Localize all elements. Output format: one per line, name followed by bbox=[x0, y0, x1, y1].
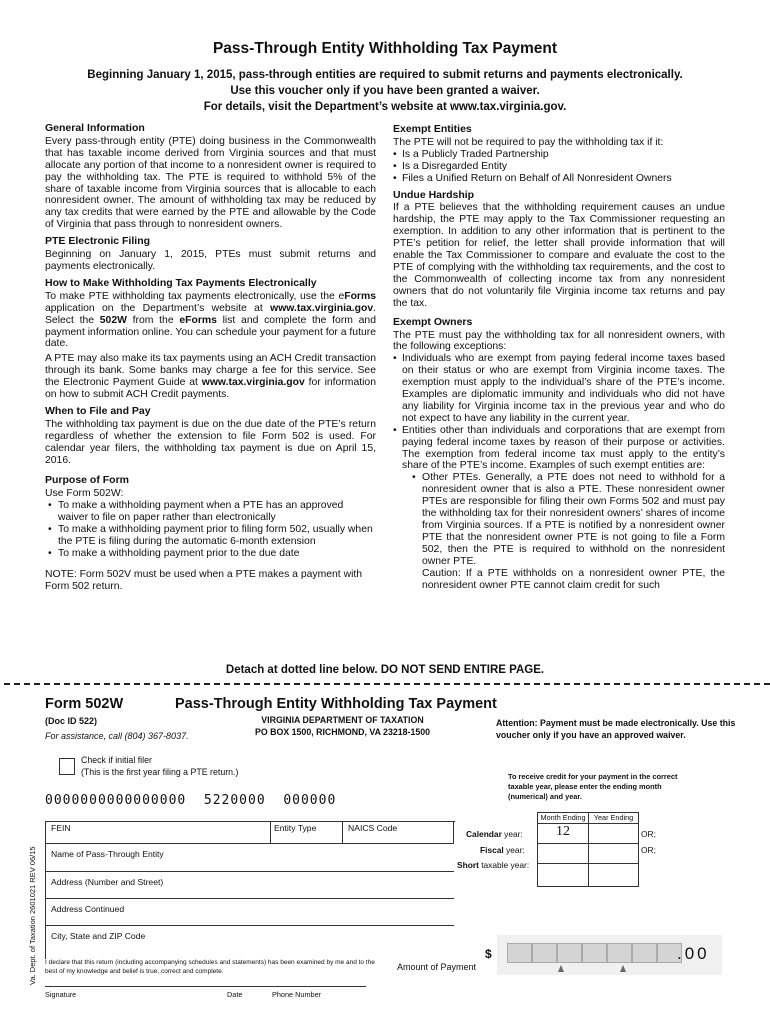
howto-text-part: . Select the bbox=[45, 302, 376, 326]
signature-label: Signature bbox=[45, 990, 77, 999]
doc-id: (Doc ID 522) bbox=[45, 716, 98, 726]
caution-text: Caution: If a PTE withholds on a nonresident owner PTE, the nonresident owner PTE cannot claim credit for such bbox=[422, 567, 725, 591]
intro-line-1: Beginning January 1, 2015, pass-through entities are required to submit returns and payments electronically. bbox=[87, 69, 683, 81]
digit-box bbox=[532, 943, 557, 963]
exempt-entities-heading: Exempt Entities bbox=[393, 123, 472, 135]
or-label: OR; bbox=[641, 845, 656, 855]
entity-name-field[interactable] bbox=[51, 849, 164, 859]
thousands-marker-icon bbox=[620, 965, 626, 972]
list-item: • To make a withholding payment prior to filing form 502, usually when the PTE is filing during the automatic 6-month extension bbox=[45, 524, 376, 548]
exempt-owners-heading: Exempt Owners bbox=[393, 315, 473, 328]
cents-value: .00 bbox=[677, 944, 710, 963]
howto-text-part: application on the Department’s website at bbox=[45, 302, 271, 314]
calendar-month-value[interactable]: 12 bbox=[556, 824, 570, 839]
mailing-address: PO BOX 1500, RICHMOND, VA 23218-1500 bbox=[254, 727, 431, 737]
howto-text-part: To make PTE withholding tax payments electronically, use the e bbox=[45, 290, 345, 302]
purpose-heading: Purpose of Form bbox=[45, 474, 130, 487]
website-link[interactable]: www.tax.virginia.gov bbox=[270, 302, 374, 314]
month-ending-header: Month Ending bbox=[540, 813, 586, 822]
calendar-year-label bbox=[466, 829, 523, 839]
grid-divider bbox=[45, 871, 454, 872]
initial-filer-label bbox=[81, 754, 238, 778]
efiling-text: Beginning on January 1, 2015, PTEs must submit returns and payments electronically. bbox=[45, 249, 376, 272]
digit-box bbox=[582, 943, 607, 963]
fiscal-year-label bbox=[480, 845, 525, 855]
fiscal-label-rest: year: bbox=[503, 845, 525, 855]
amount-of-payment-label: Amount of Payment bbox=[397, 962, 477, 972]
general-info-text: Every pass-through entity (PTE) doing business in the Commonwealth that has taxable income derived from Virginia sources and that must allocate any portion of that income to a nonresident owner is required to pay the withholding tax. The PTE is required to withhold 5% of the share of taxable income from Virginia sources that is allocable to each nonresident owner. The amount of withholding tax may be reduced by any tax credits that were earned by the PTE and allowable by the Code of Virginia that pass through to nonresident owners. bbox=[45, 135, 376, 231]
grid-divider bbox=[342, 821, 343, 843]
exempt-owners-intro: The PTE must pay the withholding tax for all nonresident owners, with the following exceptions: bbox=[393, 329, 725, 353]
fiscal-year-input[interactable] bbox=[589, 844, 638, 863]
digit-box bbox=[557, 943, 582, 963]
efiling-heading: PTE Electronic Filing bbox=[45, 235, 151, 248]
short-year-input[interactable] bbox=[589, 864, 638, 885]
digit-box bbox=[607, 943, 632, 963]
department-address bbox=[235, 714, 450, 738]
form-number: Form 502W bbox=[45, 696, 124, 712]
fiscal-month-input[interactable] bbox=[537, 844, 588, 863]
eforms-bold: Forms bbox=[344, 290, 376, 302]
city-state-zip-label: City, State and ZIP Code bbox=[51, 931, 146, 941]
taxable-year-table bbox=[537, 812, 638, 886]
street-address-field[interactable] bbox=[51, 877, 163, 887]
fein-label: FEIN bbox=[51, 823, 71, 833]
entity-type-label: Entity Type bbox=[274, 823, 317, 833]
short-month-input[interactable] bbox=[537, 864, 588, 885]
entity-type-field[interactable] bbox=[274, 823, 316, 833]
grid-divider bbox=[270, 821, 271, 843]
short-year-label bbox=[457, 860, 529, 870]
dotted-cut-line bbox=[4, 683, 770, 685]
naics-label: NAICS Code bbox=[348, 823, 398, 833]
attention-notice: Attention: Payment must be made electronically. Use this voucher only if you have an approved waiver. bbox=[496, 718, 736, 740]
entity-name-label: Name of Pass-Through Entity bbox=[51, 849, 164, 859]
list-item: • To make a withholding payment when a PTE has an approved waiver to file on paper rather than electronically bbox=[45, 500, 376, 524]
list-item: • To make a withholding payment prior to the due date bbox=[45, 548, 376, 560]
instructions-left-column bbox=[45, 123, 376, 593]
exempt-entities-intro: The PTE will not be required to pay the withholding tax if it: bbox=[393, 136, 664, 148]
calendar-label-rest: year: bbox=[501, 829, 523, 839]
howto-text-part: from the bbox=[126, 314, 180, 326]
address-continued-label: Address Continued bbox=[51, 904, 125, 914]
note-text: NOTE: Form 502V must be used when a PTE makes a payment with Form 502 return. bbox=[45, 568, 363, 592]
detach-instruction: Detach at dotted line below. DO NOT SEND ENTIRE PAGE. bbox=[225, 664, 545, 676]
street-address-label: Address (Number and Street) bbox=[51, 877, 164, 887]
grid-divider bbox=[45, 898, 454, 899]
initial-filer-line-1: Check if initial filer bbox=[81, 755, 152, 765]
amount-of-payment-field[interactable] bbox=[497, 935, 722, 975]
intro-notice bbox=[0, 67, 770, 115]
grid-divider bbox=[45, 843, 454, 844]
assistance-phone: For assistance, call (804) 367-8037. bbox=[45, 731, 189, 741]
short-label-bold: Short bbox=[457, 860, 479, 870]
phone-number-label: Phone Number bbox=[272, 990, 322, 999]
digit-box bbox=[507, 943, 532, 963]
initial-filer-line-2: (This is the first year filing a PTE return.) bbox=[81, 767, 239, 777]
entity-info-grid bbox=[45, 821, 454, 958]
or-label: OR; bbox=[641, 829, 656, 839]
address-continued-field[interactable] bbox=[51, 904, 124, 914]
undue-hardship-text: If a PTE believes that the withholding requirement causes an undue hardship, the PTE may apply to the Tax Commissioner requesting an exemption. In addition to any other information that is pertinent to the PTE’s petition for relief, the letter shall provide information that will enable the Tax Commissioner to compare and evaluate the cost to the PTE of complying with the withholding tax requirements, and the cost to the Commonwealth of collecting income tax from any nonresident owners that do not voluntarily file Virginia income tax returns and pay the tax. bbox=[393, 202, 725, 309]
page-title: Pass-Through Entity Withholding Tax Payment bbox=[212, 40, 558, 57]
other-ptes-text: Other PTEs. Generally, a PTE does not need to withhold for a nonresident owner that is also a PTE. These nonresident owner PTEs are responsible for filing their own Forms 502 and must pay the withholding tax for their nonresident owners’ shares of income from Virginia sources. If a PTE is notified by a nonresident owner PTE that the nonresident owner PTE is not going to file a Form 502, then the PTE is required to withhold on the nonresident owner PTE. bbox=[422, 472, 725, 567]
dollar-sign: $ bbox=[485, 947, 492, 961]
credit-instructions: To receive credit for your payment in the correct taxable year, please enter the ending month (numerical) and year. bbox=[508, 772, 678, 801]
when-heading: When to File and Pay bbox=[45, 404, 151, 417]
ach-text-part: for information on how to submit ACH Credit payments. bbox=[45, 377, 376, 401]
purpose-list bbox=[45, 500, 376, 560]
list-item: • Files a Unified Return on Behalf of All Nonresident Owners bbox=[393, 173, 725, 185]
general-info-heading: General Information bbox=[45, 122, 145, 134]
date-label: Date bbox=[227, 990, 243, 999]
grid-divider bbox=[453, 821, 454, 843]
ach-text-part: A PTE may also make its tax payments using an ACH Credit transaction through its bank. Some banks may charge a fee for this service. See the Electronic Payment Guide at bbox=[45, 353, 376, 389]
voucher-title: Pass-Through Entity Withholding Tax Payment bbox=[175, 696, 497, 712]
intro-line-2: Use this voucher only if you have been granted a waiver. bbox=[230, 85, 540, 97]
city-state-zip-field[interactable] bbox=[51, 931, 145, 941]
digit-box bbox=[632, 943, 657, 963]
list-item: • Is a Publicly Traded Partnership bbox=[393, 149, 725, 161]
exempt-owners-sublist bbox=[393, 472, 725, 591]
fiscal-label-bold: Fiscal bbox=[480, 845, 504, 855]
year-ending-header: Year Ending bbox=[593, 813, 634, 822]
when-text: The withholding tax payment is due on the due date of the PTE’s return regardless of whether the extension to file Form 502 is used. For calendar year filers, the withholding tax payment is due on April 15, 2016. bbox=[45, 418, 376, 466]
undue-hardship-heading: Undue Hardship bbox=[393, 188, 475, 201]
intro-line-3: For details, visit the Department’s website at www.tax.virginia.gov. bbox=[203, 101, 567, 113]
grid-divider bbox=[45, 925, 454, 926]
eforms-bold: eForms bbox=[179, 314, 217, 326]
website-link[interactable]: www.tax.virginia.gov bbox=[201, 377, 305, 389]
declaration-text: I declare that this return (including accompanying schedules and statements) has been examined by me and to the best of my knowledge and belief is true, correct and complete. bbox=[45, 959, 375, 975]
list-item: • Is a Disregarded Entity bbox=[393, 161, 725, 173]
signature-line[interactable] bbox=[45, 986, 366, 987]
form-revision-text: Va. Dept. of Taxation 2601021 REV 06/15 bbox=[28, 846, 37, 985]
ach-text bbox=[45, 353, 376, 401]
scanline-code: 0000000000000000 5220000 000000 bbox=[45, 793, 337, 808]
thousands-marker-icon bbox=[558, 965, 564, 972]
list-item: • Entities other than individuals and corporations that are exempt from paying federal income taxes by reason of their purpose or activities. The exemption from federal income tax must apply to the entity’s share of the PTE’s income. Examples of such exempt entities are: bbox=[393, 425, 725, 473]
howto-heading: How to Make Withholding Tax Payments Electronically bbox=[45, 276, 317, 289]
naics-field[interactable] bbox=[348, 823, 397, 833]
calendar-label-bold: Calendar bbox=[466, 829, 502, 839]
form-502w-bold: 502W bbox=[99, 314, 127, 326]
exempt-owners-list bbox=[393, 353, 725, 472]
fein-field[interactable] bbox=[51, 823, 71, 833]
purpose-intro: Use Form 502W: bbox=[45, 488, 124, 500]
list-item bbox=[410, 472, 725, 591]
howto-text-part: list and complete the form and payment information online. You can schedule your payment for a future date. bbox=[45, 314, 376, 350]
howto-text bbox=[45, 291, 376, 351]
initial-filer-checkbox[interactable] bbox=[59, 758, 75, 775]
department-name: VIRGINIA DEPARTMENT OF TAXATION bbox=[261, 715, 424, 725]
exempt-entities-list bbox=[393, 149, 725, 185]
calendar-year-input[interactable] bbox=[589, 824, 638, 843]
short-label-rest: taxable year: bbox=[478, 860, 530, 870]
instructions-right-column bbox=[393, 124, 725, 591]
list-item: • Individuals who are exempt from paying federal income taxes based on their status or who are exempt from Virginia income taxes. The exemption must apply to the individual’s share of the PTE’s income. Examples are diplomatic immunity and individuals who did not have any liability for Virginia income tax in the previous year and who do not expect to have any liability in the current year. bbox=[393, 353, 725, 424]
